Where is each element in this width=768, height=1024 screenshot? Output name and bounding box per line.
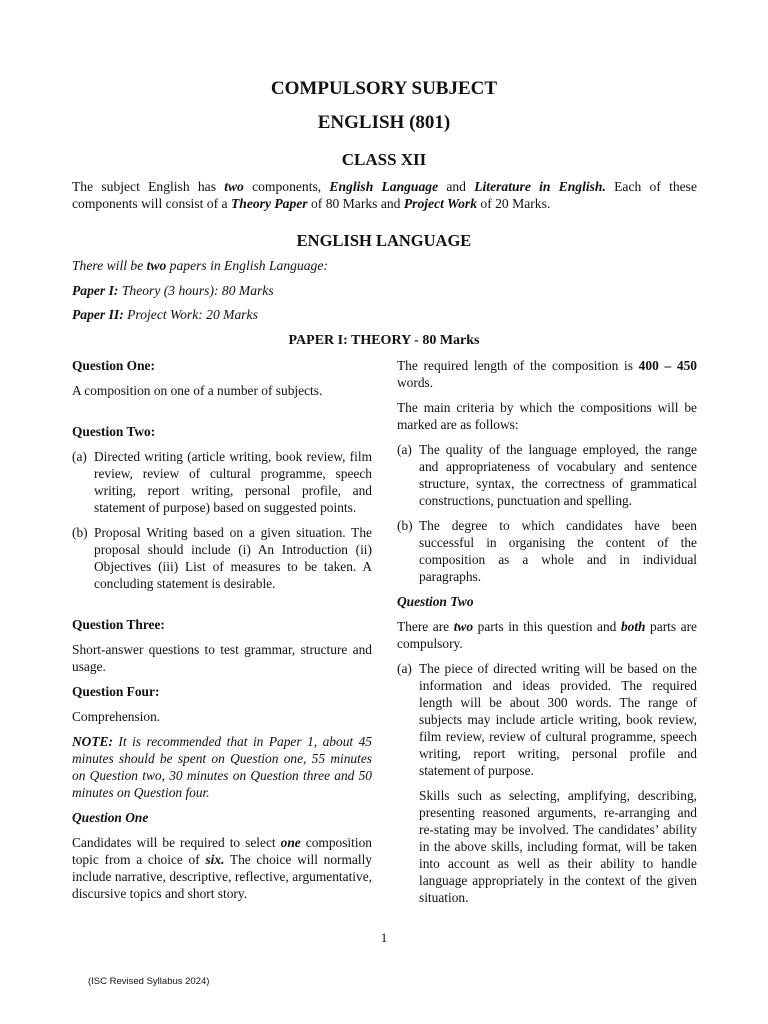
question-one-text: A composition on one of a number of subjects. (72, 383, 323, 398)
list-text: Directed writing (article writing, book review, film review, review of cultural programme, speech writing, report writing, personal profile, and statement of purpose) based on suggested points. (94, 449, 372, 515)
list-marker: (a) (72, 449, 87, 464)
list-item (397, 660, 697, 779)
question-one-detail-heading: Question One (72, 810, 149, 825)
timing-note: NOTE: It is recommended that in Paper 1, about 45 minutes should be spent on Question one, 55 minutes on Question two, 30 minutes on Question three and 50 minutes on Question four. (72, 734, 372, 800)
paper1-line: Paper I: Theory (3 hours): 80 Marks (72, 283, 274, 298)
question-four-heading: Question Four: (72, 684, 160, 699)
list-text: The degree to which candidates have been successful in organising the content of the composition as a whole and in individual paragraphs. (419, 518, 697, 584)
question-two-detail: There are two parts in this question and both parts are compulsory. (397, 619, 697, 651)
paper-heading: PAPER I: THEORY - 80 Marks (288, 333, 480, 348)
left-column (72, 357, 372, 910)
skills-paragraph: Skills such as selecting, amplifying, describing, presenting reasoned arguments, re-arranging and re-stating may be involved. The candidates’ ability in the above skills, including format, will be taken into account as well as their ability to handle language appropriately in the context of the given situation. (419, 788, 697, 905)
list-marker: (a) (397, 661, 412, 676)
question-two-heading: Question Two: (72, 424, 156, 439)
section-heading: ENGLISH LANGUAGE (296, 231, 472, 250)
list-item (72, 448, 372, 516)
list-marker: (b) (397, 518, 413, 533)
intro-paragraph: The subject English has two components, English Language and Literature in English. Each of these components will consist of a Theory Paper of 80 Marks and Project Work of 20 Marks. (72, 179, 697, 211)
question-three-text: Short-answer questions to test grammar, structure and usage. (72, 642, 372, 674)
composition-length: The required length of the composition is 400 – 450 words. (397, 358, 697, 390)
course-title: ENGLISH (801) (317, 112, 451, 133)
list-item (397, 441, 697, 509)
list-item (72, 524, 372, 592)
list-text: The piece of directed writing will be based on the information and ideas provided. The required length will be about 300 words. The range of subjects may include article writing, book review, film review, review of cultural programme, speech writing, report writing, personal profile and statement of purpose. (419, 661, 697, 778)
question-one-heading: Question One: (72, 358, 155, 373)
class-title: CLASS XII (341, 150, 427, 169)
question-four-text: Comprehension. (72, 709, 161, 724)
list-item (397, 517, 697, 585)
list-marker: (a) (397, 442, 412, 457)
papers-line: There will be two papers in English Language: (72, 258, 328, 273)
footer-note: (ISC Revised Syllabus 2024) (88, 976, 210, 987)
subject-title: COMPULSORY SUBJECT (270, 78, 498, 99)
page-number: 1 (380, 930, 388, 945)
list-text: The quality of the language employed, the range and appropriateness of vocabulary and sentence structure, syntax, the correctness of grammatical constructions, punctuation and spelling. (419, 442, 697, 508)
criteria-intro: The main criteria by which the compositions will be marked are as follows: (397, 400, 697, 432)
question-one-detail: Candidates will be required to select one composition topic from a choice of six. The choice will normally include narrative, descriptive, reflective, argumentative, discursive topics and short story. (72, 835, 372, 901)
list-marker: (b) (72, 525, 88, 540)
paper2-line: Paper II: Project Work: 20 Marks (72, 307, 258, 322)
question-three-heading: Question Three: (72, 617, 165, 632)
list-text: Proposal Writing based on a given situation. The proposal should include (i) An Introduction (ii) Objectives (iii) List of measures to be taken. A concluding statement is desirable. (94, 525, 372, 591)
right-column (397, 357, 697, 914)
question-two-detail-heading: Question Two (397, 594, 474, 609)
